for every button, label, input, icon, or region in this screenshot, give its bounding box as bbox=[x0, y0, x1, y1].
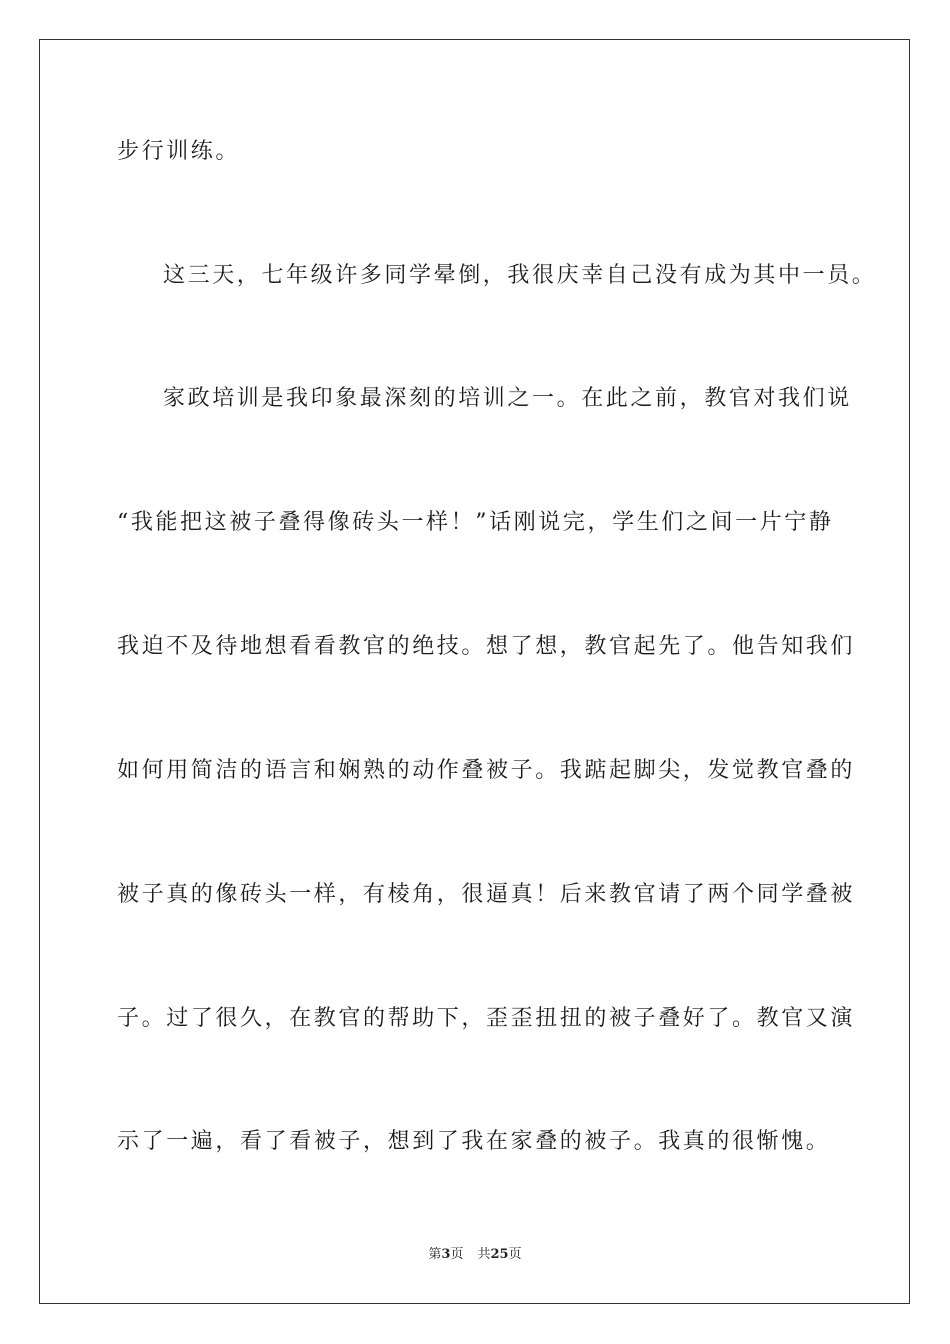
paragraph-first-line: 家政培训是我印象最深刻的培训之一。在此之前，教官对我们说 bbox=[163, 386, 852, 411]
page-number: 3 bbox=[441, 1247, 451, 1262]
text-line: 被子真的像砖头一样，有棱角，很逼真！后来教官请了两个同学叠被 bbox=[117, 882, 856, 907]
page-suffix: 页 bbox=[450, 1247, 464, 1262]
page-border bbox=[39, 39, 910, 1304]
total-suffix: 页 bbox=[508, 1247, 522, 1262]
page-footer bbox=[0, 1246, 950, 1264]
total-prefix: 共 bbox=[477, 1247, 491, 1262]
text-line: “我能把这被子叠得像砖头一样！”话刚说完，学生们之间一片宁静 bbox=[117, 510, 834, 535]
total-pages: 25 bbox=[490, 1247, 509, 1262]
page-prefix: 第 bbox=[428, 1247, 442, 1262]
text-line: 我迫不及待地想看看教官的绝技。想了想，教官起先了。他告知我们 bbox=[117, 634, 856, 659]
text-line: 步行训练。 bbox=[117, 139, 241, 164]
text-line: 如何用简洁的语言和娴熟的动作叠被子。我踮起脚尖，发觉教官叠的 bbox=[117, 758, 856, 783]
text-line: 示了一遍，看了看被子，想到了我在家叠的被子。我真的很惭愧。 bbox=[117, 1129, 831, 1154]
paragraph-first-line: 这三天，七年级许多同学晕倒，我很庆幸自己没有成为其中一员。 bbox=[163, 263, 877, 288]
text-line: 子。过了很久，在教官的帮助下，歪歪扭扭的被子叠好了。教官又演 bbox=[117, 1006, 856, 1031]
